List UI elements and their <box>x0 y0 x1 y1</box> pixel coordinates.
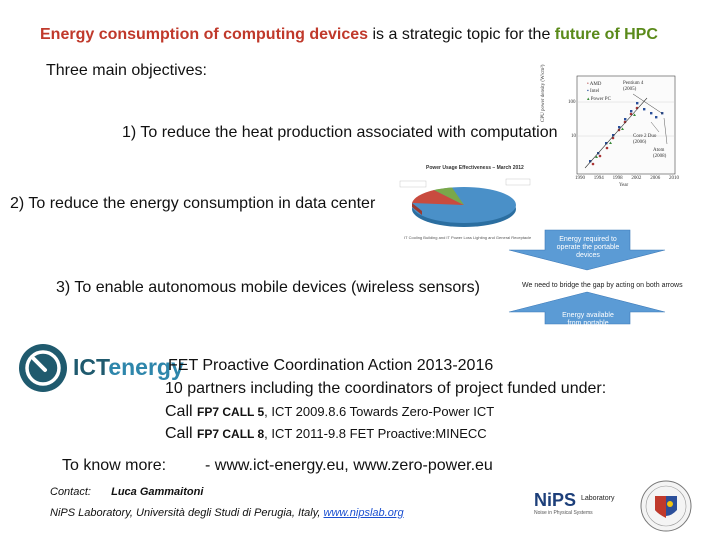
arrow-label-energy-available: Energy available from portable sources <box>562 312 614 335</box>
energy-gap-diagram <box>505 228 705 335</box>
pie-legend: IT Cooling Building and IT Power Loss Lighting and General Receptacle <box>404 235 532 240</box>
arrow-label-energy-required: Energy required to operate the portable devices <box>556 236 620 259</box>
affiliation-text: NiPS Laboratory, Università degli Studi di Perugia, Italy, <box>50 507 324 519</box>
cpu-xtick: 2002 <box>631 176 642 181</box>
contact-line <box>50 486 203 498</box>
cpu-legend-powerpc: ▴ Power PC <box>587 97 611 102</box>
fet-call-2: Call FP7 CALL 8, ICT 2011-9.8 FET Proactive:MINECC <box>165 425 487 442</box>
slide-title <box>40 26 658 44</box>
pie-title: Power Usage Effectiveness – March 2012 <box>426 165 524 171</box>
power-dial-icon <box>17 342 69 394</box>
title-middle: is a strategic topic for the <box>368 26 555 43</box>
cpu-annotation-pentium: Pentium 4 (2005) <box>623 81 644 92</box>
objectives-intro: Three main objectives: <box>46 62 207 79</box>
university-seal <box>640 480 692 532</box>
nips-logo <box>534 490 634 518</box>
title-highlight-green: future of HPC <box>554 26 658 43</box>
ictenergy-logo <box>17 342 184 394</box>
contact-label: Contact: <box>50 486 91 498</box>
university-seal-icon <box>640 480 692 532</box>
objective-2: 2) To reduce the energy consumption in data center <box>10 195 376 212</box>
cpu-legend-amd: • AMD <box>587 82 602 87</box>
cpu-xtick: 2006 <box>650 176 661 181</box>
cpu-chart-xlabel: Year <box>619 183 629 188</box>
cpu-chart-ylabel: CPU power density (W/cm²) <box>541 64 546 122</box>
cpu-xtick: 2010 <box>668 176 679 181</box>
more-label: To know more: <box>62 457 167 474</box>
pie-svg <box>392 173 537 235</box>
fet-call-1: Call FP7 CALL 5, ICT 2009.8.6 Towards Zero-Power ICT <box>165 403 495 420</box>
bridge-gap-text: We need to bridge the gap by acting on both arrows <box>522 282 683 289</box>
cpu-power-density-chart <box>541 64 680 190</box>
cpu-xtick: 1998 <box>612 176 623 181</box>
cpu-xtick: 1994 <box>593 176 604 181</box>
objective-1: 1) To reduce the heat production associated with computation <box>122 124 558 141</box>
cpu-chart-ytick-100: 100 <box>568 100 576 105</box>
affiliation-line <box>50 507 404 519</box>
cpu-legend-intel: ▪ Intel <box>587 89 600 94</box>
more-links: - www.ict-energy.eu, www.zero-power.eu <box>205 457 493 474</box>
nips-wordmark: NiPS <box>534 490 577 510</box>
cpu-chart-xticks <box>575 176 679 181</box>
cpu-chart-ytick-10: 10 <box>571 134 576 139</box>
fet-line-2: 10 partners including the coordinators of project funded under: <box>165 380 607 397</box>
contact-name: Luca Gammaitoni <box>111 486 204 498</box>
ictenergy-wordmark: ICTenergy <box>73 354 184 380</box>
fet-line-1: FET Proactive Coordination Action 2013-2016 <box>168 357 494 374</box>
nips-tagline: Noise in Physical Systems <box>534 510 593 516</box>
nipslab-link[interactable]: www.nipslab.org <box>323 507 404 519</box>
cpu-xtick: 1990 <box>575 176 585 181</box>
cpu-chart-svg <box>555 72 680 190</box>
cpu-annotation-core2duo: Core 2 Duo (2006) <box>633 134 657 145</box>
nips-laboratory: Laboratory <box>581 495 615 502</box>
title-highlight-red: Energy consumption of computing devices <box>40 26 369 43</box>
objective-3: 3) To enable autonomous mobile devices (wireless sensors) <box>56 279 480 296</box>
cpu-annotation-atom: Atom (2008) <box>653 148 667 159</box>
